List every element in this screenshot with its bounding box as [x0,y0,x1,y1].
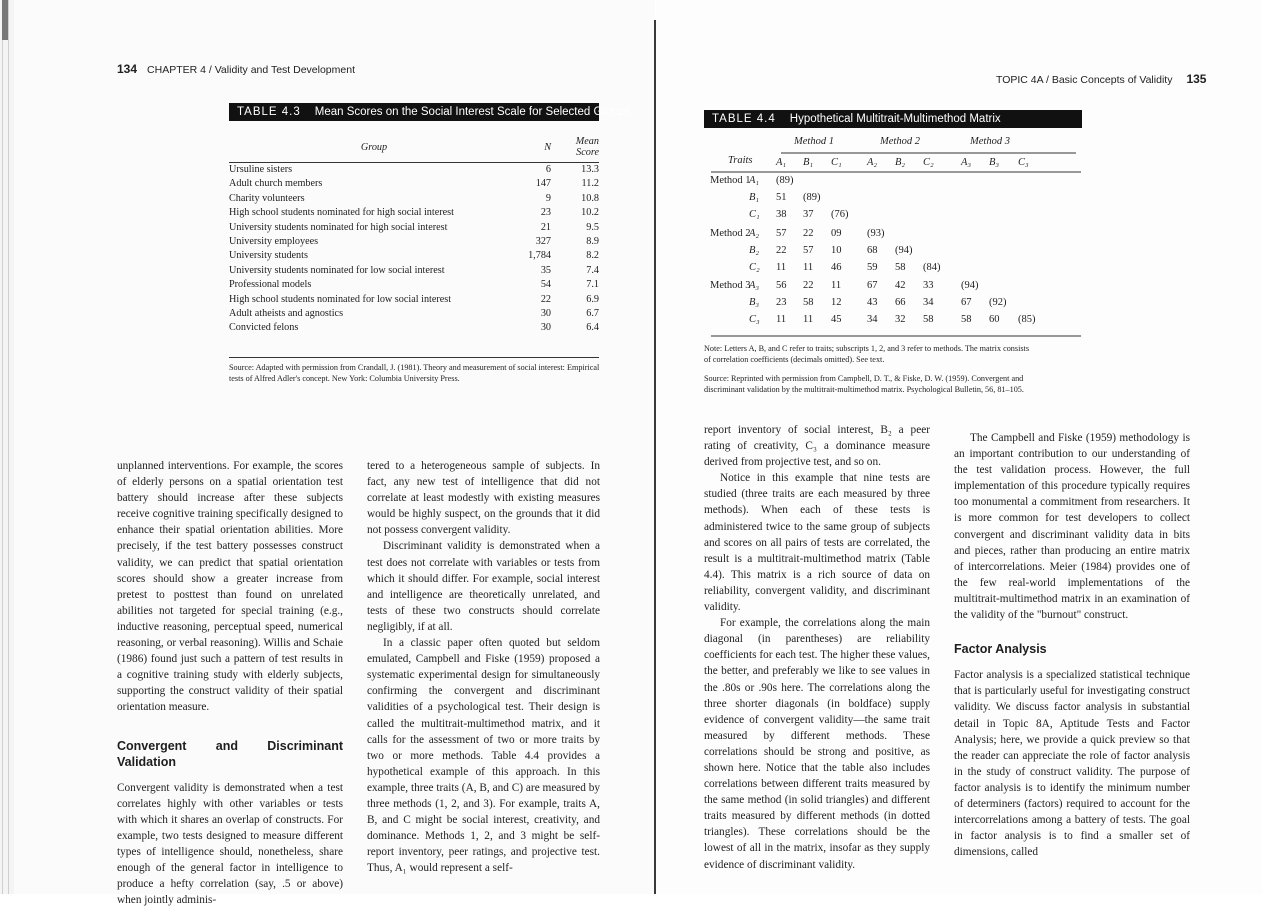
traits-label: Traits [728,155,753,166]
group-cell: Professional models [229,279,312,291]
col-label: B₁ [803,157,814,168]
group-cell: Convicted felons [229,322,299,334]
table-row [229,192,599,206]
n-cell: 327 [535,236,551,248]
matrix-cell: 67 [961,297,972,308]
matrix-cell: (85) [1018,314,1036,325]
matrix-cell: 51 [776,192,787,203]
mean-cell: 13.3 [581,164,599,175]
n-cell: 23 [540,207,551,219]
n-cell: 22 [540,293,551,305]
table-row [229,264,599,278]
table-row [229,163,599,178]
matrix-cell: 46 [831,262,842,273]
section-heading-factor-analysis: Factor Analysis [954,642,1047,657]
group-cell: High school students nominated for low social interest [229,293,452,305]
matrix-cell: (92) [989,297,1007,308]
n-cell: 35 [540,264,551,276]
col-label: A₂ [867,157,878,168]
matrix-cell: 23 [776,297,787,308]
matrix-cell: 11 [803,314,814,325]
table-row [229,293,599,307]
right-page [656,0,1262,894]
row-method-label: Method 1 [710,175,751,186]
matrix-cell: (89) [803,192,821,203]
n-cell: 30 [540,322,551,334]
matrix-cell: (94) [961,280,979,291]
col-label: B₂ [895,157,906,168]
table-row [229,206,599,220]
matrix-cell: 22 [803,228,814,239]
left-chapter-title: CHAPTER 4 / Validity and Test Development [147,64,355,76]
matrix-cell: (89) [776,175,794,186]
group-cell: University students [229,250,308,262]
mean-cell: 6.9 [586,293,599,305]
matrix-cell: 60 [989,314,1000,325]
row-label: B₃ [749,297,760,308]
mtmm-matrix [656,0,1262,360]
matrix-cell: 11 [776,314,787,325]
matrix-cell: 66 [895,297,906,308]
mean-cell: 6.4 [586,322,599,334]
table-4-3-number: TABLE 4.3 [237,106,301,118]
right-column-2 [954,430,1190,860]
group-cell: Ursuline sisters [229,164,293,175]
matrix-cell: 12 [831,297,842,308]
left-col1-paragraph-2: Convergent validity is demonstrated when a test correlates highly with other variables or tests with which it shares an overlap of constructs. For example, two tests designed to measure different types of intelligence should, nonetheless, share enough of the general factor in intelligence to produce a hefty correlation (say, .5 or above) when jointly adminis- [117,781,343,907]
table-row [229,177,599,191]
table-4-3 [229,134,599,336]
table-row [229,321,599,335]
col-label: B₃ [989,157,1000,168]
matrix-cell: 58 [961,314,972,325]
table-row [229,249,599,263]
matrix-cell: 09 [831,228,842,239]
table-row [229,235,599,249]
group-cell: Charity volunteers [229,192,305,204]
matrix-cell: (93) [867,228,885,239]
col-label: C₃ [1018,157,1029,168]
row-label: A₁ [749,175,760,186]
col-label: C₂ [923,157,934,168]
matrix-cell: 67 [867,280,878,291]
table-4-3-bottom-rule [229,357,599,358]
n-cell: 54 [540,279,551,291]
table-4-3-title: Mean Scores on the Social Interest Scale for Selected Groups [314,106,632,118]
matrix-cell: 11 [831,280,842,291]
right-chapter-title: TOPIC 4A / Basic Concepts of Validity [996,74,1173,86]
matrix-cell: 33 [923,280,934,291]
right-column-1 [704,422,930,873]
section-heading-convergent: Convergent and Discriminant Validation [117,738,343,769]
row-label: C₂ [749,262,760,273]
matrix-cell: (94) [895,245,913,256]
mean-cell: 6.7 [586,308,599,320]
row-method-label: Method 2 [710,228,751,239]
group-cell: Adult atheists and agnostics [229,308,344,320]
matrix-cell: 37 [803,209,814,220]
table-4-4-number: TABLE 4.4 [712,113,776,125]
matrix-cell: 57 [803,245,814,256]
table-row [229,221,599,235]
left-col2-paragraph-1: tered to a heterogeneous sample of subjects. In fact, any new test of intelligence that did not correlate at least modestly with existing measures would be highly suspect, on the grounds that it did not possess convergent validity. [367,460,600,537]
book-edge [0,0,14,894]
matrix-cell: 57 [776,228,787,239]
left-col1-paragraph-1: unplanned interventions. For example, the scores of elderly persons on a spatial orientation test battery should increase after these subjects receive cognitive training specifically designed to enhance their spatial orientation abilities. More precisely, if the test battery possesses construct validity, we can predict that spatial orientation scores should show a greater increase from pretest to posttest than found on unrelated abilities not targeted for special training (e.g., inductive reasoning, perceptual speed, numerical reasoning, or verbal reasoning). Willis and Schaie (1986) found just such a pattern of test results in a cognitive training study with elderly subjects, supporting the construct validity of their spatial orientation measure. [117,460,343,714]
table-4-3-source: Source: Adapted with permission from Crandall, J. (1981). Theory and measurement of social interest: Empirical tests of Alfred Adler's concept. New York: Columbia University Press. [229,363,600,383]
mean-cell: 7.4 [586,264,599,276]
matrix-cell: 43 [867,297,878,308]
row-label: B₂ [749,245,760,256]
method-header: Method 1 [794,136,834,147]
n-cell: 1,784 [528,250,551,262]
matrix-cell: 38 [776,209,787,220]
method-header: Method 3 [970,136,1010,147]
mean-cell: 10.8 [581,192,599,204]
col-header-n: N [519,134,551,163]
matrix-cell: 58 [923,314,934,325]
matrix-cell: 34 [923,297,934,308]
matrix-cell: 59 [867,262,878,273]
group-cell: University students nominated for low social interest [229,264,445,276]
group-cell: Adult church members [229,178,323,190]
matrix-cell: 22 [776,245,787,256]
col-label: A₃ [961,157,972,168]
group-cell: University students nominated for high social interest [229,221,448,233]
left-col2-paragraph-2: Discriminant validity is demonstrated when a test does not correlate with variables or tests from which it should differ. For example, social interest and intelligence are theoretically unrelated, and tests of these two constructs should correlate negligibly, if at all. [367,540,600,633]
left-page-number: 134 [117,62,138,76]
row-method-label: Method 3 [710,280,751,291]
matrix-cell: 58 [803,297,814,308]
matrix-cell: 22 [803,280,814,291]
col-label: C₁ [831,157,842,168]
n-cell: 6 [545,164,551,175]
row-label: A₃ [749,280,760,291]
n-cell: 147 [535,178,551,190]
n-cell: 9 [545,192,551,204]
table-row [229,278,599,292]
method-header: Method 2 [880,136,920,147]
row-label: C₃ [749,314,760,325]
matrix-cell: 11 [776,262,787,273]
matrix-cell: 10 [831,245,842,256]
matrix-cell: (76) [831,209,849,220]
col-label: A₁ [776,157,787,168]
left-column-2 [367,458,600,876]
group-cell: High school students nominated for high social interest [229,207,454,219]
row-label: A₂ [749,228,760,239]
group-cell: University employees [229,236,319,248]
matrix-cell: 34 [867,314,878,325]
mean-cell: 7.1 [586,279,599,291]
row-label: B₁ [749,192,760,203]
matrix-cell: 42 [895,280,906,291]
left-running-head [117,62,355,76]
col-header-group: Group [229,134,519,163]
table-4-4-source: Source: Reprinted with permission from Campbell, D. T., & Fiske, D. W. (1959). Convergent and discriminant validation by the multitrait-multimethod matrix. Psychological Bulletin, 56, 81–105. [704,374,1024,394]
matrix-cell: 56 [776,280,787,291]
matrix-cell: 11 [803,262,814,273]
col-header-mean: Mean Score [551,134,599,163]
edge-mark [2,0,8,40]
table-4-3-caption [229,103,632,121]
mean-cell: 10.2 [581,207,599,219]
mean-cell: 8.9 [586,236,599,248]
mean-cell: 8.2 [586,250,599,262]
right-col2-paragraph-1: The Campbell and Fiske (1959) methodology is an important contribution to our understanding of the test validation process. However, the full implementation of this procedure typically requires too monumental a commitment from researchers. It is more common for test developers to collect convergent and discriminant validity data in bits and pieces, rather than producing an entire matrix of intercorrelations. Meier (1984) provides one of the few real-world implementations of the multitrait-multimethod matrix in an examination of the validity of the "burnout" construct. [954,432,1190,622]
mean-cell: 11.2 [581,178,599,190]
left-col2-paragraph-3: In a classic paper often quoted but seldom emulated, Campbell and Fiske (1959) proposed a systematic experimental design for simultaneously confirming the convergent and discriminant validities of a psychological test. Their design is called the multitrait-multimethod matrix, and it calls for the assessment of two or more traits by two or more methods. Table 4.4 provides a hypothetical example of this approach. In this example, three traits (A, B, and C) are measured by three methods (1, 2, and 3). For example, traits A, B, and C might be social interest, creativity, and dominance. Methods 1, 2, and 3 might be self-report inventory, peer ratings, and projective test. Thus, A₁ would represent a self- [367,637,600,875]
table-4-4-title: Hypothetical Multitrait-Multimethod Matrix [789,113,1001,125]
row-label: C₁ [749,209,760,220]
left-column-1 [117,458,343,908]
matrix-cell: 68 [867,245,878,256]
right-col1-paragraph-2: Notice in this example that nine tests are studied (three traits are each measured by three methods). When each of these tests is administered twice to the same group of subjects and scores on all pairs of tests are correlated, the result is a multitrait-multimethod matrix (Table 4.4). This matrix is a rich source of data on reliability, convergent validity, and discriminant validity. [704,472,930,614]
right-col1-paragraph-3: For example, the correlations along the main diagonal (in parentheses) are reliability coefficients for each test. The higher these values, the better, and preferably we like to see values in the .80s or .90s here. The correlations along the three shorter diagonals (in boldface) supply evidence of convergent validity—the same trait measured by different methods. These correlations should be strong and positive, as shown here. Notice that the table also includes correlations between different traits measured by the same method (in solid triangles) and different traits measured by different methods (in dotted triangles). These correlations should be the lowest of all in the matrix, insofar as they supply evidence of discriminant validity. [704,617,930,871]
matrix-cell: 45 [831,314,842,325]
mean-cell: 9.5 [586,221,599,233]
matrix-cell: 58 [895,262,906,273]
right-col1-paragraph-1: report inventory of social interest, B₂ a peer rating of creativity, C₃ a dominance measure derived from projective test, and so on. [704,424,930,469]
matrix-cell: 32 [895,314,906,325]
table-4-4-note: Note: Letters A, B, and C refer to traits; subscripts 1, 2, and 3 refer to methods. The matrix consists of correlation coefficients (decimals omitted). See text. [704,344,1030,364]
right-col2-paragraph-2: Factor analysis is a specialized statistical technique that is particularly useful for investigating construct validity. We discuss factor analysis in substantial detail in Topic 8A, Aptitude Tests and Factor Analysis; here, we provide a quick preview so that the reader can appreciate the role of factor analysis in the study of construct validity. The purpose of factor analysis is to identify the minimum number of determiners (factors) required to account for the intercorrelations among a battery of tests. The goal in factor analysis is to find a smaller set of dimensions, called [954,669,1190,859]
table-row [229,307,599,321]
matrix-cell: (84) [923,262,941,273]
n-cell: 30 [540,308,551,320]
right-page-number: 135 [1186,72,1207,86]
n-cell: 21 [540,221,551,233]
